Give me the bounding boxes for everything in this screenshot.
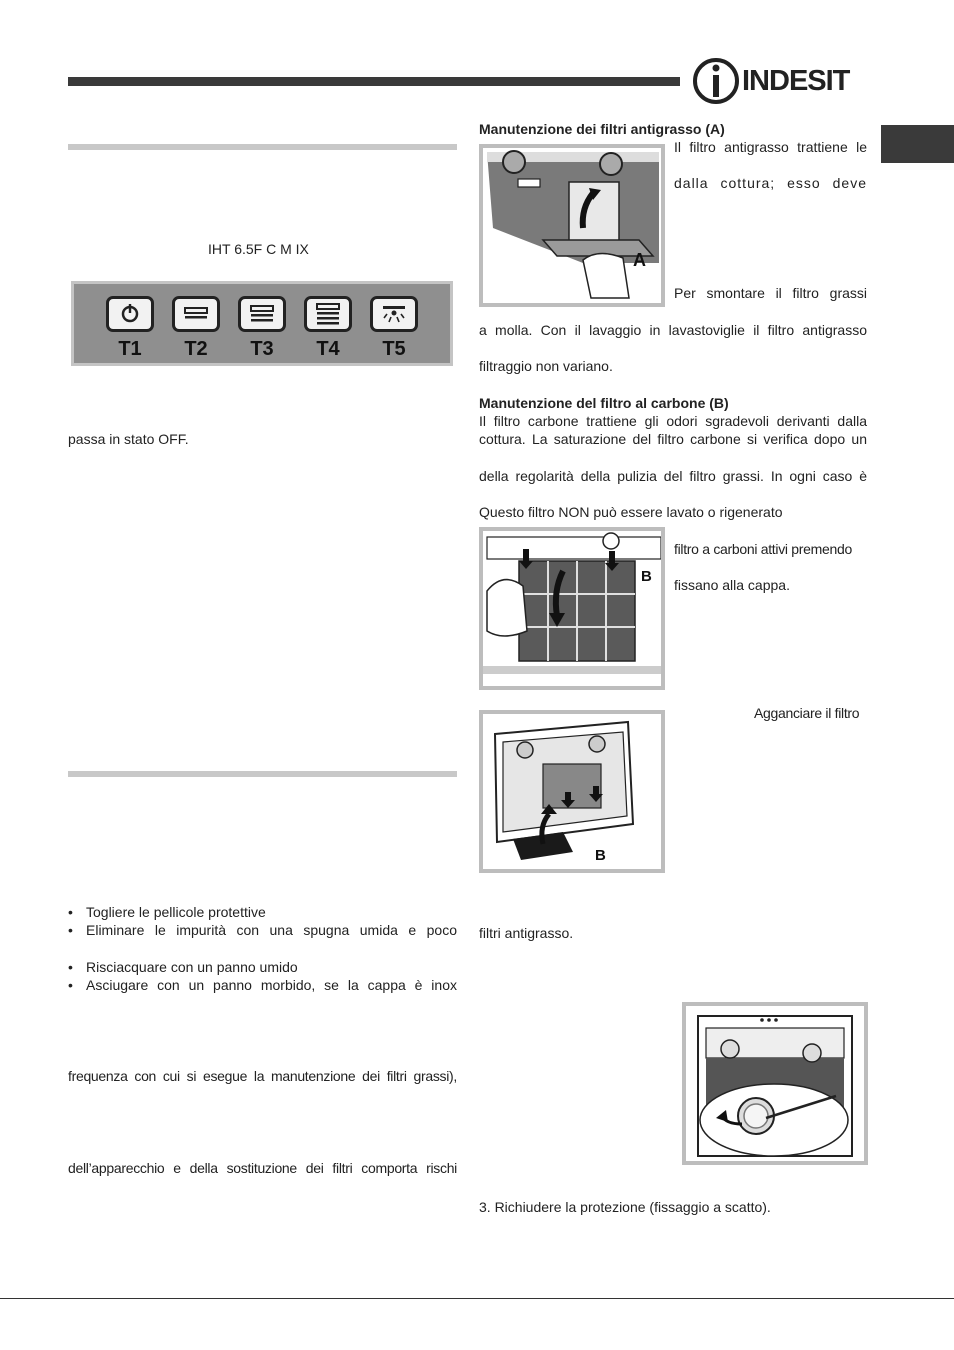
figure-a-label: A <box>633 250 646 270</box>
power-button[interactable] <box>106 296 154 332</box>
grease-filter-illustration <box>483 148 661 303</box>
panel-label-t5: T5 <box>382 338 406 360</box>
carbon-filter-removal-illustration <box>483 531 661 686</box>
brand-logo-icon <box>692 56 740 106</box>
figure-carbon-filter-install <box>479 710 665 873</box>
carbon-text-5: filtro a carboni attivi premendo <box>674 541 852 557</box>
speed-3-icon <box>307 299 349 329</box>
language-tab <box>881 125 954 163</box>
header-bar <box>68 77 680 86</box>
section-rule-cleaning <box>68 771 457 777</box>
grease-text-2: dalla cottura; esso deve <box>674 175 867 191</box>
section-rule-top <box>68 144 457 150</box>
bullet-item: • Risciacquare con un panno umido <box>86 958 298 976</box>
hook-filter-text: Agganciare il filtro <box>754 705 860 721</box>
panel-label-t3: T3 <box>250 338 274 360</box>
protection-removal-illustration <box>686 1006 864 1161</box>
carbon-filter-install-illustration <box>483 714 661 869</box>
frequency-text: frequenza con cui si esegue la manutenzione dei filtri grassi), <box>68 1068 457 1084</box>
speed-1-icon <box>175 299 217 329</box>
grease-filters-text: filtri antigrasso. <box>479 925 574 941</box>
speed-2-icon <box>241 299 283 329</box>
speed-3-button[interactable] <box>304 296 352 332</box>
light-icon <box>373 299 415 329</box>
power-icon <box>109 299 151 329</box>
off-state-text: passa in stato OFF. <box>68 431 189 447</box>
grease-text-3: Per smontare il filtro grassi <box>674 285 867 301</box>
grease-text-5: filtraggio non variano. <box>479 358 613 374</box>
brand-name: INDESIT <box>742 65 850 97</box>
carbon-text-3: della regolarità della pulizia del filtro grassi. In ogni caso è <box>479 468 867 484</box>
speed-1-button[interactable] <box>172 296 220 332</box>
panel-label-t1: T1 <box>118 338 142 360</box>
panel-label-t2: T2 <box>184 338 208 360</box>
figure-b2-label: B <box>595 847 606 864</box>
footer-rule <box>0 1298 954 1299</box>
bullet-item: • Togliere le pellicole protettive <box>86 903 266 921</box>
risk-text: dell’apparecchio e della sostituzione dei filtri comporta rischi <box>68 1160 457 1176</box>
grease-text-4: a molla. Con il lavaggio in lavastoviglie il filtro antigrasso <box>479 322 867 338</box>
heading-grease-filter: Manutenzione dei filtri antigrasso (A) <box>479 121 725 137</box>
bullet-item: • Eliminare le impurità con una spugna umida e poco <box>86 921 457 939</box>
close-protection-text: 3. Richiudere la protezione (fissaggio a scatto). <box>479 1199 771 1215</box>
heading-carbon-filter: Manutenzione del filtro al carbone (B) <box>479 395 729 411</box>
panel-label-t4: T4 <box>316 338 340 360</box>
carbon-text-2: cottura. La saturazione del filtro carbone si verifica dopo un <box>479 431 867 447</box>
bullet-item: • Asciugare con un panno morbido, se la cappa è inox <box>86 976 457 994</box>
speed-2-button[interactable] <box>238 296 286 332</box>
figure-b1-label: B <box>641 568 652 585</box>
light-button[interactable] <box>370 296 418 332</box>
grease-text-1: Il filtro antigrasso trattiene le <box>674 139 867 155</box>
figure-carbon-filter-removal <box>479 527 665 690</box>
control-panel <box>71 281 453 366</box>
carbon-text-6: fissano alla cappa. <box>674 577 790 593</box>
carbon-text-1: Il filtro carbone trattiene gli odori sgradevoli derivanti dalla <box>479 413 867 429</box>
carbon-text-4: Questo filtro NON può essere lavato o rigenerato <box>479 504 783 520</box>
figure-protection-removal <box>682 1002 868 1165</box>
model-name: IHT 6.5F C M IX <box>208 241 309 257</box>
brand-logo <box>692 56 872 106</box>
figure-grease-filter <box>479 144 665 307</box>
